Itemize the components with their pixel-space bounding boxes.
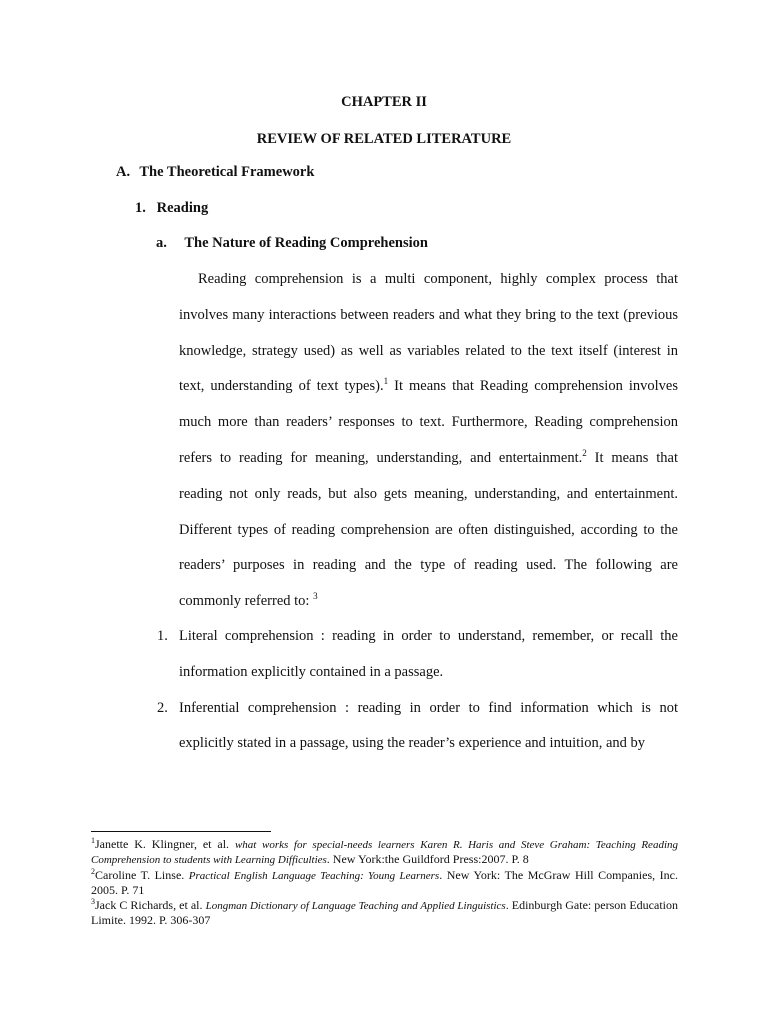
footnote-ref: 3 (313, 591, 318, 602)
section-text: The Theoretical Framework (139, 164, 315, 180)
list-item (157, 691, 678, 763)
footnote-author: Caroline T. Linse. (95, 867, 189, 882)
footnote-publisher: . Edinburgh Gate: person Education Limite. 1992. P. 306-307 (91, 897, 678, 928)
list-item-number: 1. (157, 628, 168, 644)
list-item-text: Inferential comprehension : reading in order to find information which is not explicitly stated in a passage, using the reader’s experience and intuition, and by (179, 699, 678, 752)
footnote (91, 837, 678, 868)
footnote-publisher: . New York: The McGraw Hill Companies, Inc. 2005. P. 71 (91, 867, 678, 898)
body-text (179, 262, 678, 620)
subsection-heading (135, 200, 208, 217)
list-item (157, 619, 678, 691)
footnote-title: what works for special-needs learners Karen R. Haris and Steve Graham: Teaching Reading Comprehension to students with Learning Difficulties (91, 839, 678, 867)
section-heading (116, 164, 314, 181)
footnote-mark: 2 (91, 866, 95, 876)
list-item-text: Literal comprehension : reading in order to understand, remember, or recall the information explicitly contained in a passage. (179, 628, 678, 680)
subsection-text: Reading (156, 200, 209, 216)
subsubsection-label: a. (156, 235, 167, 251)
list-item-number: 2. (157, 699, 168, 716)
footnote-publisher: . New York:the Guildford Press:2007. P. 8 (326, 852, 529, 867)
chapter-title: REVIEW OF RELATED LITERATURE (256, 131, 512, 147)
comprehension-list (157, 619, 678, 762)
subsubsection-text: The Nature of Reading Comprehension (184, 235, 428, 251)
footnote-mark: 3 (91, 896, 95, 906)
chapter-heading: CHAPTER II (341, 94, 427, 110)
footnote-title: Practical English Language Teaching: Young Learners (188, 869, 440, 882)
paragraph-part: It means that Reading comprehension involves much more than readers’ responses to text. Furthermore, Reading comprehension refers to reading for meaning, understanding, and entertainment. (179, 378, 679, 466)
footnote (91, 868, 678, 898)
footnotes (91, 837, 678, 927)
footnote (91, 898, 678, 928)
paragraph (179, 262, 678, 620)
footnote-mark: 1 (91, 836, 95, 845)
footnote-ref: 2 (582, 447, 587, 458)
footnote-ref: 1 (383, 376, 389, 387)
subsubsection-heading (156, 235, 428, 252)
footnote-title: Longman Dictionary of Language Teaching and Applied Linguistics (205, 899, 506, 912)
footnote-author: Janette K. Klingner, et al. (95, 837, 235, 851)
subsection-label: 1. (135, 200, 146, 216)
footnote-author: Jack C Richards, et al. (95, 897, 206, 912)
section-label: A. (116, 164, 131, 180)
paragraph-part: It means that reading not only reads, but also gets meaning, understanding, and entertainment. Different types of reading comprehension are often distinguished, according to the readers’ purposes in reading and the type of reading used. The following are commonly referred to: (179, 449, 678, 610)
paragraph-part: Reading comprehension is a multi component, highly complex process that involves many interactions between readers and what they bring to the text (previous knowledge, strategy used) as well as variables related to the text itself (interest in text, understanding of text types). (179, 271, 678, 395)
footnote-separator (91, 831, 271, 832)
